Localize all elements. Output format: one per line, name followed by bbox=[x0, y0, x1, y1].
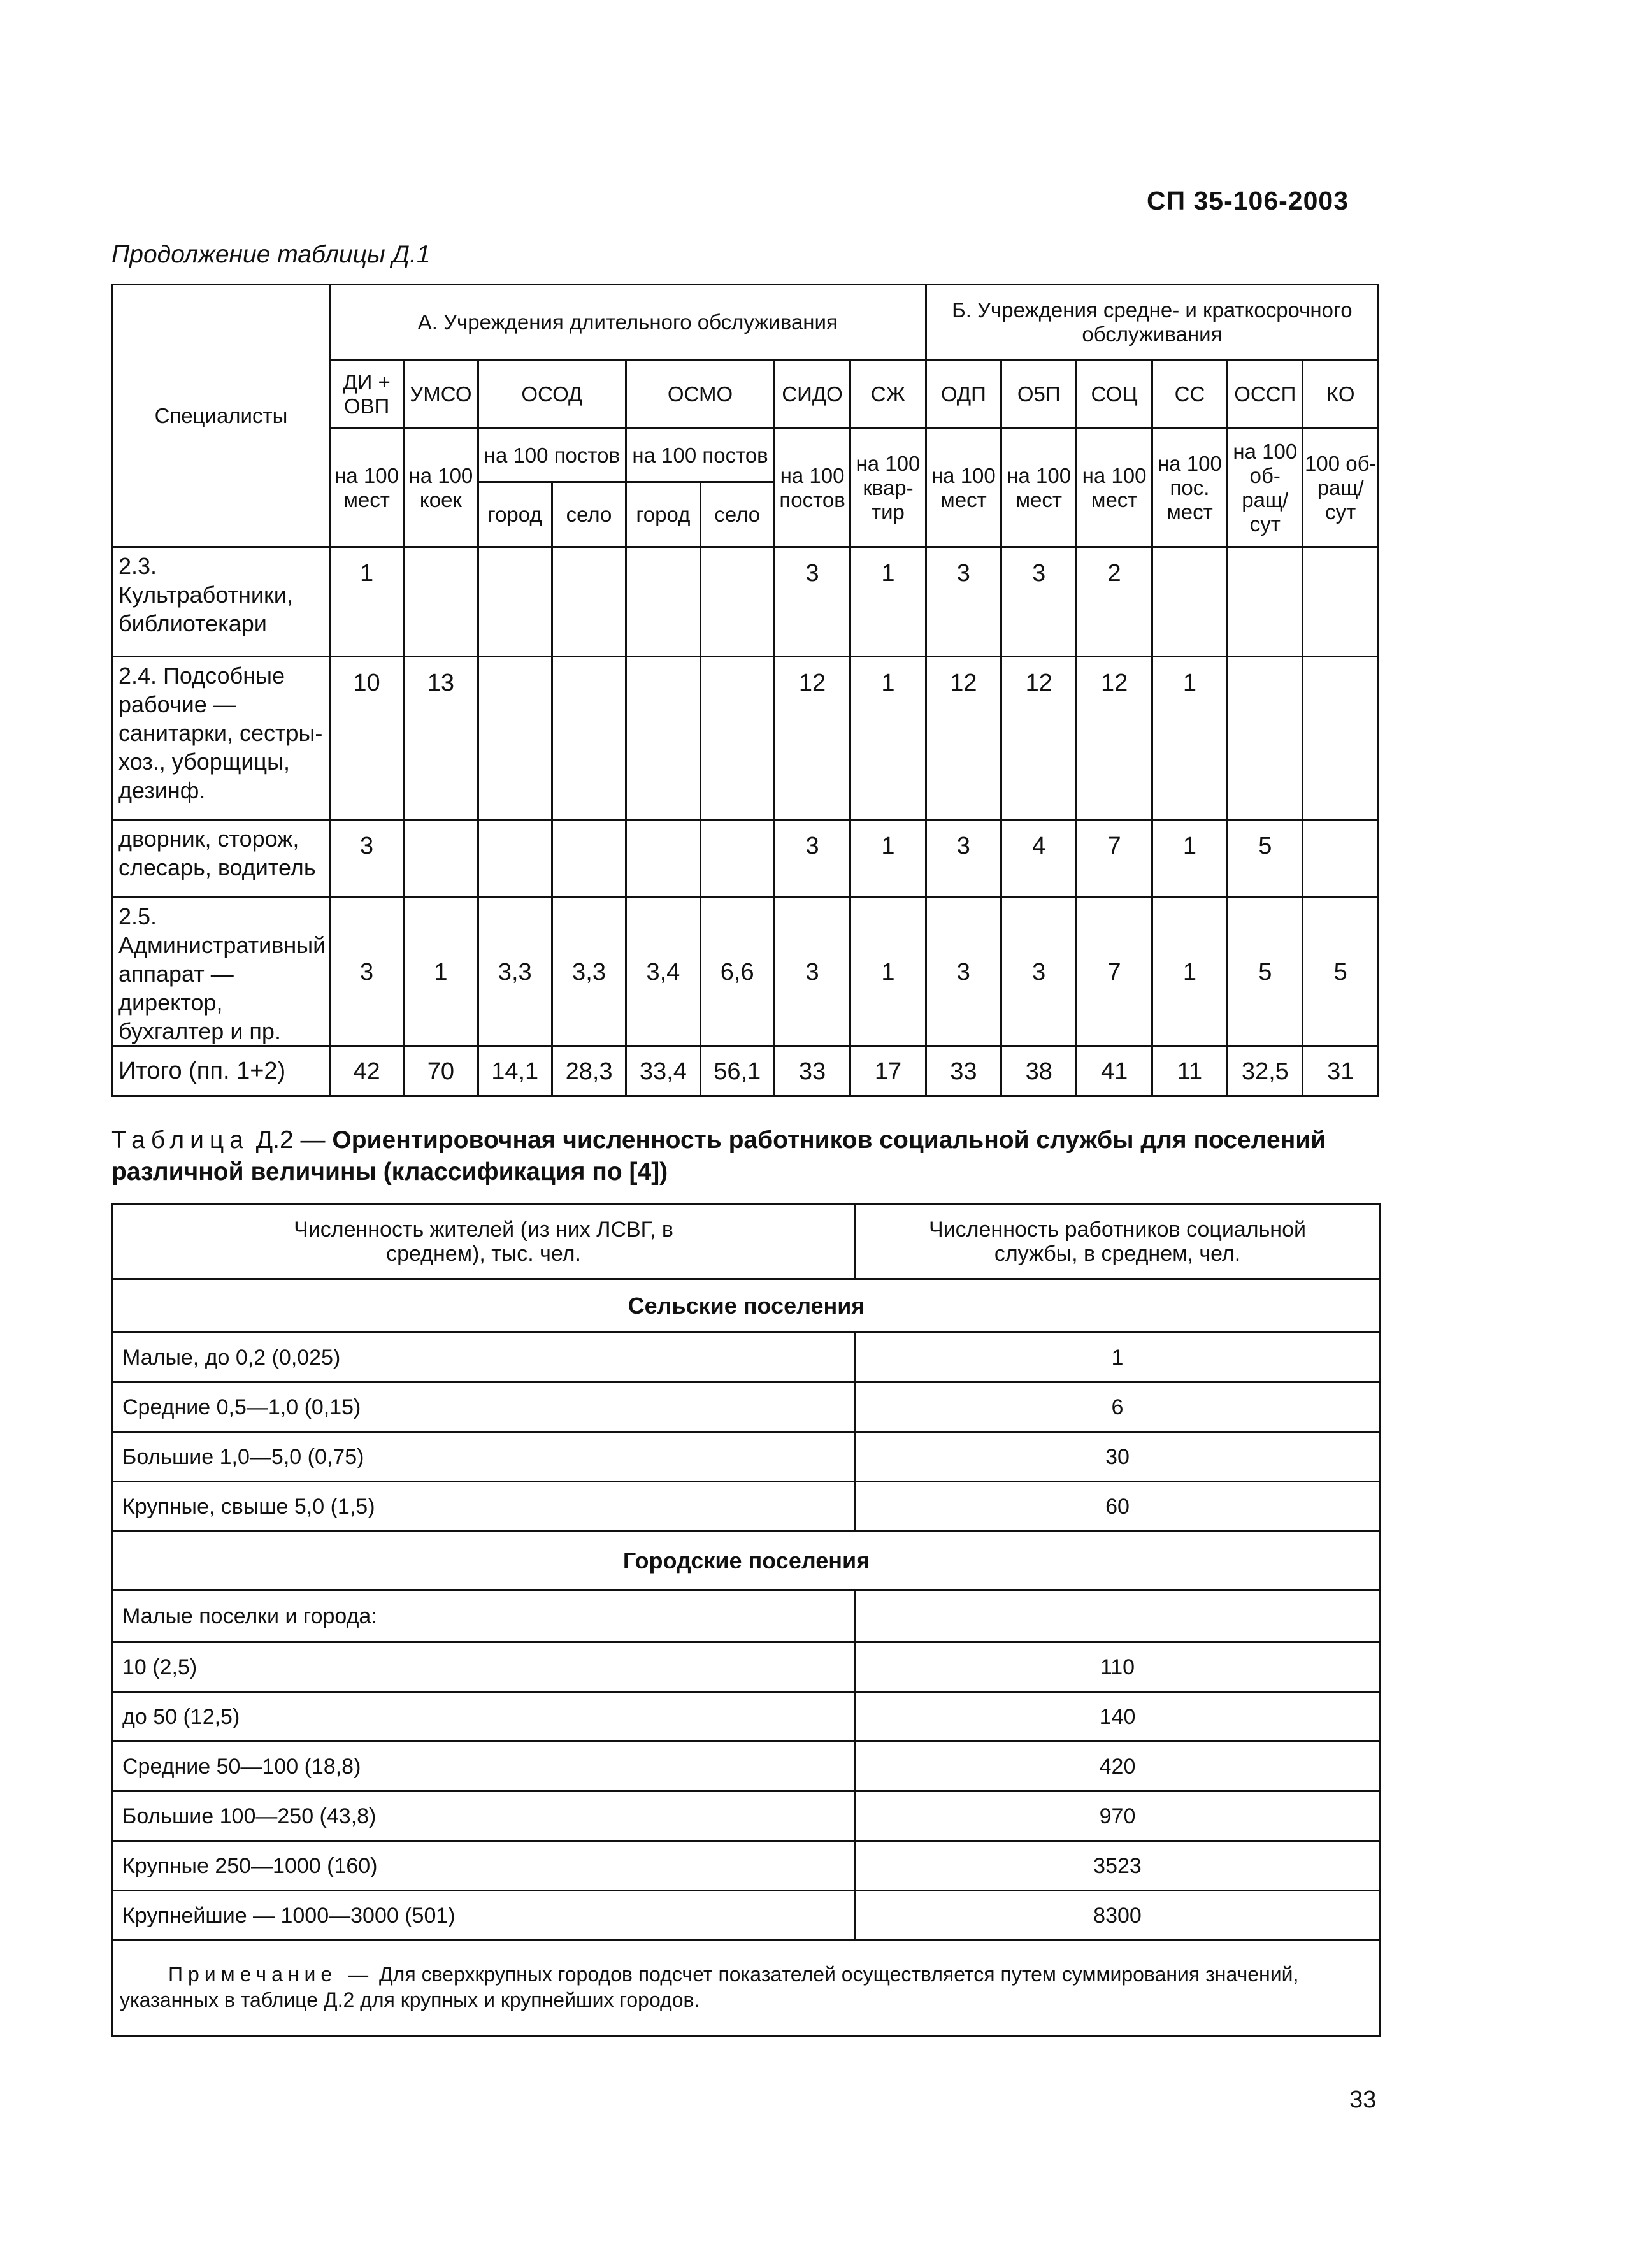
unit-cell: на 100 постов bbox=[478, 429, 626, 482]
col-header: СЖ bbox=[850, 360, 926, 429]
staff-count: 6 bbox=[855, 1382, 1381, 1432]
group-b-header: Б. Учреждения средне- и краткосрочного обслуживания bbox=[926, 285, 1378, 360]
value-cell: 6,6 bbox=[700, 898, 774, 1047]
staff-count-empty bbox=[855, 1590, 1381, 1642]
settlement-name: до 50 (12,5) bbox=[113, 1692, 855, 1742]
table-row bbox=[113, 1482, 1381, 1532]
value-cell bbox=[404, 547, 478, 657]
value-cell bbox=[700, 657, 774, 820]
total-row bbox=[113, 1047, 1379, 1096]
settlement-name: Крупные, свыше 5,0 (1,5) bbox=[113, 1482, 855, 1532]
value-cell: 14,1 bbox=[478, 1047, 552, 1096]
subunit-cell: село bbox=[700, 482, 774, 547]
table-row bbox=[113, 1841, 1381, 1891]
staff-header-text: Численность работников социальной службы, в среднем, чел. bbox=[929, 1217, 1306, 1266]
row-label: 2.4. Подсобные рабочие — санитарки, сестры-хоз., уборщицы, дезинф. bbox=[113, 657, 330, 820]
settlement-group-label: Малые поселки и города: bbox=[113, 1590, 855, 1642]
value-cell: 33 bbox=[774, 1047, 850, 1096]
value-cell bbox=[1228, 547, 1303, 657]
settlement-name: Малые, до 0,2 (0,025) bbox=[113, 1333, 855, 1382]
value-cell: 1 bbox=[850, 898, 926, 1047]
unit-cell: на 100 квар-тир bbox=[850, 429, 926, 547]
value-cell: 3 bbox=[329, 820, 403, 898]
table-title: Ориентировочная численность работников социальной службы для поселений различной величины (классификация по [4]) bbox=[111, 1126, 1326, 1186]
settlement-name: Большие 1,0—5,0 (0,75) bbox=[113, 1432, 855, 1482]
unit-cell: на 100 мест bbox=[329, 429, 403, 547]
value-cell: 3 bbox=[774, 898, 850, 1047]
row-label: дворник, сторож, слесарь, водитель bbox=[113, 820, 330, 898]
value-cell: 11 bbox=[1152, 1047, 1227, 1096]
value-cell: 70 bbox=[404, 1047, 478, 1096]
table-label: Таблица bbox=[111, 1126, 249, 1154]
col-header: ОССП bbox=[1228, 360, 1303, 429]
value-cell bbox=[404, 820, 478, 898]
residents-header-text: Численность жителей (из них ЛСВГ, в среднем), тыс. чел. bbox=[294, 1217, 673, 1266]
value-cell bbox=[1303, 820, 1379, 898]
subunit-cell: город bbox=[626, 482, 700, 547]
value-cell: 31 bbox=[1303, 1047, 1379, 1096]
value-cell bbox=[552, 547, 626, 657]
value-cell: 5 bbox=[1228, 898, 1303, 1047]
value-cell: 33,4 bbox=[626, 1047, 700, 1096]
settlement-name: Крупнейшие — 1000—3000 (501) bbox=[113, 1891, 855, 1941]
unit-cell: на 100 мест bbox=[1077, 429, 1152, 547]
settlement-name: Средние 0,5—1,0 (0,15) bbox=[113, 1382, 855, 1432]
staff-count: 110 bbox=[855, 1642, 1381, 1692]
value-cell: 3 bbox=[1001, 547, 1077, 657]
table-row bbox=[113, 1642, 1381, 1692]
value-cell: 3,3 bbox=[478, 898, 552, 1047]
staff-count: 60 bbox=[855, 1482, 1381, 1532]
value-cell: 3,4 bbox=[626, 898, 700, 1047]
value-cell: 4 bbox=[1001, 820, 1077, 898]
unit-cell: на 100 пос. мест bbox=[1152, 429, 1227, 547]
unit-cell: на 100 мест bbox=[1001, 429, 1077, 547]
value-cell: 56,1 bbox=[700, 1047, 774, 1096]
table-row bbox=[113, 820, 1379, 898]
value-cell: 12 bbox=[774, 657, 850, 820]
value-cell bbox=[552, 657, 626, 820]
settlement-name: Средние 50—100 (18,8) bbox=[113, 1742, 855, 1791]
table-d2-caption bbox=[111, 1124, 1386, 1188]
value-cell: 1 bbox=[1152, 820, 1227, 898]
value-cell: 13 bbox=[404, 657, 478, 820]
value-cell: 3 bbox=[926, 820, 1001, 898]
table-row bbox=[113, 1791, 1381, 1841]
staff-count: 30 bbox=[855, 1432, 1381, 1482]
unit-cell: на 100 постов bbox=[626, 429, 775, 482]
settlement-name: Большие 100—250 (43,8) bbox=[113, 1791, 855, 1841]
staff-count: 970 bbox=[855, 1791, 1381, 1841]
staff-count: 3523 bbox=[855, 1841, 1381, 1891]
value-cell: 28,3 bbox=[552, 1047, 626, 1096]
staff-count: 140 bbox=[855, 1692, 1381, 1742]
col-header: ОДП bbox=[926, 360, 1001, 429]
subunit-cell: город bbox=[478, 482, 552, 547]
table-row bbox=[113, 1891, 1381, 1941]
table-number: Д.2 — bbox=[255, 1126, 326, 1154]
value-cell bbox=[700, 547, 774, 657]
value-cell: 1 bbox=[1152, 898, 1227, 1047]
note-label: Примечание — bbox=[168, 1962, 374, 1986]
value-cell bbox=[1228, 657, 1303, 820]
value-cell: 7 bbox=[1077, 898, 1152, 1047]
value-cell: 1 bbox=[850, 820, 926, 898]
staff-header bbox=[855, 1204, 1381, 1279]
unit-cell: на 100 мест bbox=[926, 429, 1001, 547]
value-cell: 3 bbox=[926, 547, 1001, 657]
value-cell: 10 bbox=[329, 657, 403, 820]
col-header: СОЦ bbox=[1077, 360, 1152, 429]
value-cell bbox=[478, 657, 552, 820]
document-code: СП 35-106-2003 bbox=[1147, 186, 1349, 215]
table-note bbox=[113, 1941, 1381, 2036]
value-cell: 3,3 bbox=[552, 898, 626, 1047]
col-header: ДИ + ОВП bbox=[329, 360, 403, 429]
value-cell bbox=[626, 657, 700, 820]
unit-cell: на 100 об-ращ/ сут bbox=[1228, 429, 1303, 547]
value-cell: 12 bbox=[1077, 657, 1152, 820]
value-cell bbox=[478, 820, 552, 898]
value-cell bbox=[700, 820, 774, 898]
value-cell bbox=[552, 820, 626, 898]
col-header: ОСМО bbox=[626, 360, 775, 429]
staffing-table-d1 bbox=[111, 284, 1379, 1097]
settlement-staff-table-d2 bbox=[111, 1203, 1381, 2037]
table-row bbox=[113, 1382, 1381, 1432]
col-header: ОСОД bbox=[478, 360, 626, 429]
value-cell: 1 bbox=[329, 547, 403, 657]
value-cell: 42 bbox=[329, 1047, 403, 1096]
value-cell bbox=[626, 820, 700, 898]
settlement-name: 10 (2,5) bbox=[113, 1642, 855, 1692]
note-text: Для сверхкрупных городов подсчет показателей осуществляется путем суммирования значений, указанных в таблице Д.2 для крупных и крупнейших городов. bbox=[120, 1962, 1299, 2011]
value-cell: 38 bbox=[1001, 1047, 1077, 1096]
value-cell: 5 bbox=[1228, 820, 1303, 898]
settlement-name: Крупные 250—1000 (160) bbox=[113, 1841, 855, 1891]
value-cell: 3 bbox=[774, 547, 850, 657]
unit-cell: на 100 постов bbox=[774, 429, 850, 547]
group-a-header: А. Учреждения длительного обслуживания bbox=[329, 285, 926, 360]
col-header: О5П bbox=[1001, 360, 1077, 429]
residents-header bbox=[113, 1204, 855, 1279]
value-cell: 1 bbox=[404, 898, 478, 1047]
col-header: КО bbox=[1303, 360, 1379, 429]
value-cell: 3 bbox=[1001, 898, 1077, 1047]
specialists-header: Специалисты bbox=[113, 285, 330, 547]
col-header: УМСО bbox=[404, 360, 478, 429]
staff-count: 8300 bbox=[855, 1891, 1381, 1941]
col-header: СС bbox=[1152, 360, 1227, 429]
value-cell bbox=[1303, 547, 1379, 657]
value-cell: 1 bbox=[850, 657, 926, 820]
table-row bbox=[113, 1692, 1381, 1742]
value-cell: 7 bbox=[1077, 820, 1152, 898]
value-cell: 32,5 bbox=[1228, 1047, 1303, 1096]
value-cell: 17 bbox=[850, 1047, 926, 1096]
row-label: 2.3. Культработники, библиотекари bbox=[113, 547, 330, 657]
table-row bbox=[113, 1432, 1381, 1482]
row-label: Итого (пп. 1+2) bbox=[113, 1047, 330, 1096]
row-label: 2.5. Административный аппарат — директор, бухгалтер и пр. bbox=[113, 898, 330, 1047]
value-cell: 12 bbox=[1001, 657, 1077, 820]
table-row bbox=[113, 1333, 1381, 1382]
table-continuation-label: Продолжение таблицы Д.1 bbox=[111, 241, 431, 268]
value-cell bbox=[478, 547, 552, 657]
table-row bbox=[113, 898, 1379, 1047]
subunit-cell: село bbox=[552, 482, 626, 547]
page-number: 33 bbox=[1349, 2086, 1377, 2113]
staff-count: 1 bbox=[855, 1333, 1381, 1382]
unit-cell: 100 об-ращ/ сут bbox=[1303, 429, 1379, 547]
value-cell bbox=[1152, 547, 1227, 657]
value-cell: 5 bbox=[1303, 898, 1379, 1047]
value-cell: 41 bbox=[1077, 1047, 1152, 1096]
table-row bbox=[113, 547, 1379, 657]
value-cell: 1 bbox=[850, 547, 926, 657]
urban-section-title: Городские поселения bbox=[113, 1532, 1381, 1590]
value-cell: 3 bbox=[329, 898, 403, 1047]
value-cell: 12 bbox=[926, 657, 1001, 820]
rural-section-title: Сельские поселения bbox=[113, 1279, 1381, 1333]
staff-count: 420 bbox=[855, 1742, 1381, 1791]
value-cell: 3 bbox=[926, 898, 1001, 1047]
unit-cell: на 100 коек bbox=[404, 429, 478, 547]
value-cell bbox=[626, 547, 700, 657]
value-cell: 1 bbox=[1152, 657, 1227, 820]
value-cell: 33 bbox=[926, 1047, 1001, 1096]
value-cell: 2 bbox=[1077, 547, 1152, 657]
table-row bbox=[113, 657, 1379, 820]
table-row bbox=[113, 1742, 1381, 1791]
table-row bbox=[113, 1590, 1381, 1642]
value-cell: 3 bbox=[774, 820, 850, 898]
value-cell bbox=[1303, 657, 1379, 820]
col-header: СИДО bbox=[774, 360, 850, 429]
